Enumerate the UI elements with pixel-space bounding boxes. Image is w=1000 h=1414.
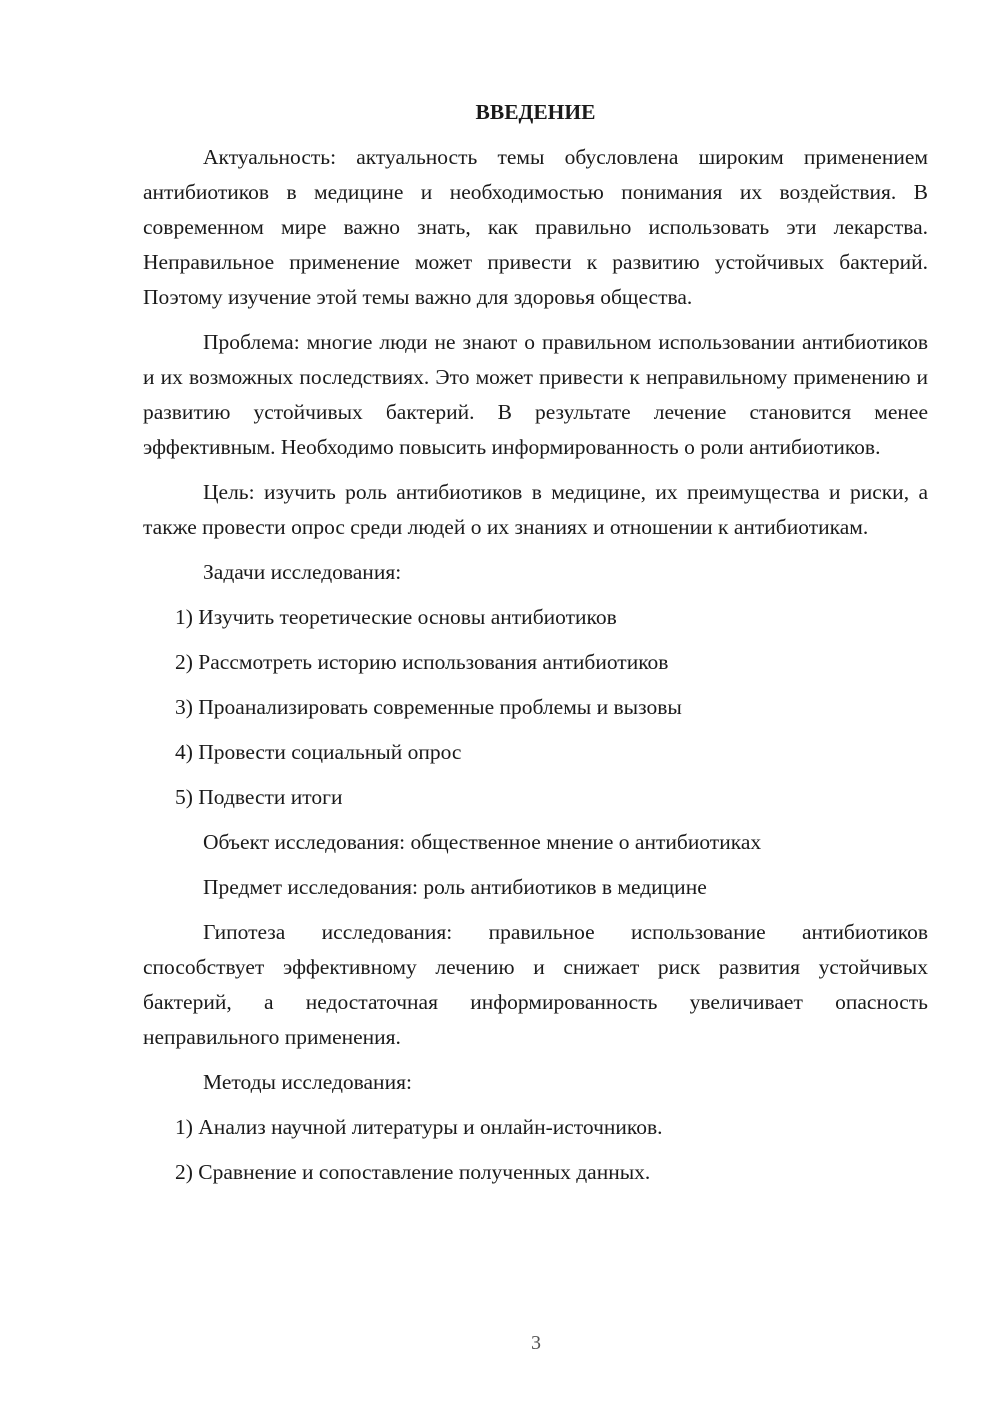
tasks-list <box>143 600 928 815</box>
hypothesis-paragraph: Гипотеза исследования: правильное использование антибиотиков способствует эффективному лечению и снижает риск развития устойчивых бактерий, а недостаточная информированность увеличивает опасность неправильного применения. <box>143 920 928 1049</box>
task-item: 3) Проанализировать современные проблемы и вызовы <box>175 695 682 719</box>
page-content <box>143 95 928 1200</box>
task-item: 1) Изучить теоретические основы антибиотиков <box>175 605 617 629</box>
goal-paragraph: Цель: изучить роль антибиотиков в медицине, их преимущества и риски, а также провести опрос среди людей о их знаниях и отношении к антибиотикам. <box>143 480 928 539</box>
problem-paragraph: Проблема: многие люди не знают о правильном использовании антибиотиков и их возможных последствиях. Это может привести к неправильному применению и развитию устойчивых бактерий. В результате лечение становится менее эффективным. Необходимо повысить информированность о роли антибиотиков. <box>143 330 928 459</box>
task-item: 2) Рассмотреть историю использования антибиотиков <box>175 650 669 674</box>
methods-heading: Методы исследования: <box>203 1070 412 1094</box>
method-item: 1) Анализ научной литературы и онлайн-источников. <box>175 1115 663 1139</box>
tasks-heading: Задачи исследования: <box>203 560 402 584</box>
task-item: 5) Подвести итоги <box>175 785 343 809</box>
methods-list <box>143 1110 928 1190</box>
research-object: Объект исследования: общественное мнение о антибиотиках <box>203 830 762 854</box>
method-item: 2) Сравнение и сопоставление полученных данных. <box>175 1160 651 1184</box>
relevance-paragraph: Актуальность: актуальность темы обусловлена широким применением антибиотиков в медицине и необходимостью понимания их воздействия. В современном мире важно знать, как правильно использовать эти лекарства. Неправильное применение может привести к развитию устойчивых бактерий. Поэтому изучение этой темы важно для здоровья общества. <box>143 145 928 309</box>
page-number: 3 <box>531 1332 541 1354</box>
section-title: ВВЕДЕНИЕ <box>475 100 596 124</box>
research-subject: Предмет исследования: роль антибиотиков в медицине <box>203 875 707 899</box>
task-item: 4) Провести социальный опрос <box>175 740 462 764</box>
